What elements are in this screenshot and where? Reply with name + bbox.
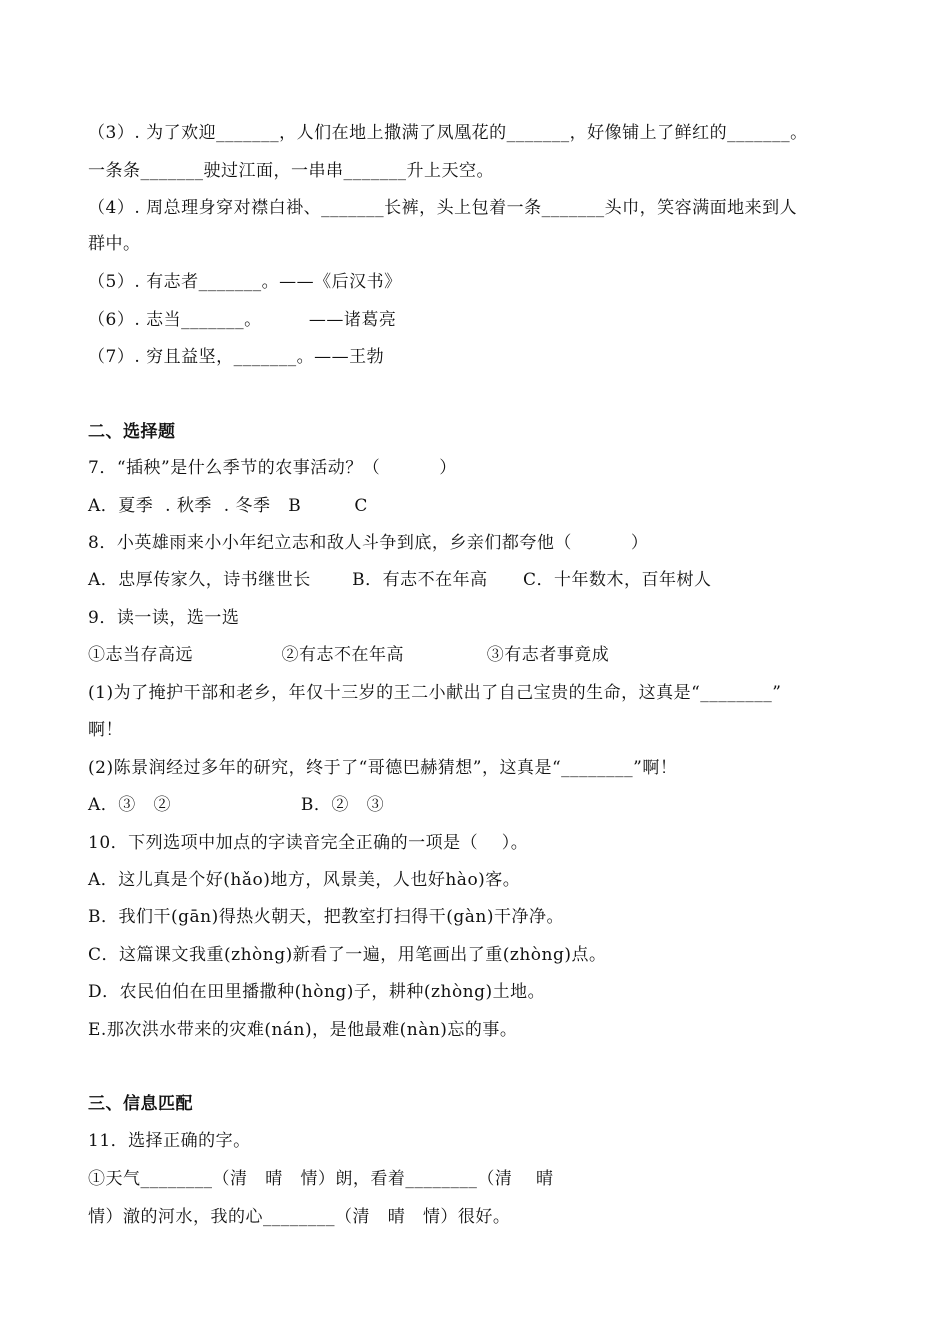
question-9-part-1-line-1: (1)为了掩护干部和老乡，年仅十三岁的王二小献出了自己宝贵的生命，这真是“________” xyxy=(88,683,782,703)
section-heading-matching: 三、信息匹配 xyxy=(88,1094,193,1114)
question-10-stem: 10．下列选项中加点的字读音完全正确的一项是（ ）。 xyxy=(88,833,529,853)
question-7-fill: （7）. 穷且益坚，_______。——王勃 xyxy=(88,347,385,367)
question-4-line-1: （4）. 周总理身穿对襟白褂、_______长裤，头上包着一条_______头巾，笑容满面地来到人 xyxy=(88,198,798,218)
question-11-line-2: 情）澈的河水，我的心________（清 晴 情）很好。 xyxy=(88,1207,511,1227)
question-9-choices: ①志当存高远 ②有志不在年高 ③有志者事竟成 xyxy=(88,645,610,665)
question-11-stem: 11．选择正确的字。 xyxy=(88,1131,251,1151)
section-heading-choice: 二、选择题 xyxy=(88,422,176,442)
question-10-option-e: E.那次洪水带来的灾难(nán)，是他最难(nàn)忘的事。 xyxy=(88,1020,518,1040)
question-7-options: A．夏季 . 秋季 . 冬季 B C xyxy=(88,496,368,516)
question-9-part-2: (2)陈景润经过多年的研究，终于了“哥德巴赫猜想”，这真是“________”啊！ xyxy=(88,758,678,778)
question-5: （5）. 有志者_______。——《后汉书》 xyxy=(88,272,402,292)
question-9-options: A．③ ② B．② ③ xyxy=(88,795,385,815)
question-7-stem: 7．“插秧”是什么季节的农事活动？（ ） xyxy=(88,458,457,478)
question-9-part-1-line-2: 啊！ xyxy=(88,720,123,740)
question-10-option-a: A．这儿真是个好(hǎo)地方，风景美，人也好hào)客。 xyxy=(88,870,521,890)
question-8-options: A．忠厚传家久，诗书继世长 B．有志不在年高 C．十年数木，百年树人 xyxy=(88,570,712,590)
question-11-line-1: ①天气________（清 晴 情）朗，看着________（清 晴 xyxy=(88,1169,554,1189)
question-10-option-d: D．农民伯伯在田里播撒种(hòng)子，耕种(zhòng)土地。 xyxy=(88,982,546,1002)
question-3-line-1: （3）. 为了欢迎_______，人们在地上撒满了凤凰花的_______，好像铺上了鲜红的_______。 xyxy=(88,123,808,143)
question-3-line-2: 一条条_______驶过江面，一串串_______升上天空。 xyxy=(88,161,494,181)
question-6: （6）. 志当_______。 ——诸葛亮 xyxy=(88,310,397,330)
question-10-option-b: B．我们干(gān)得热火朝天，把教室打扫得干(gàn)干净净。 xyxy=(88,907,564,927)
question-4-line-2: 群中。 xyxy=(88,234,141,254)
question-10-option-c: C．这篇课文我重(zhòng)新看了一遍，用笔画出了重(zhòng)点。 xyxy=(88,945,607,965)
question-9-stem: 9．读一读，选一选 xyxy=(88,608,240,628)
question-8-stem: 8．小英雄雨来小小年纪立志和敌人斗争到底，乡亲们都夸他（ ） xyxy=(88,533,649,553)
